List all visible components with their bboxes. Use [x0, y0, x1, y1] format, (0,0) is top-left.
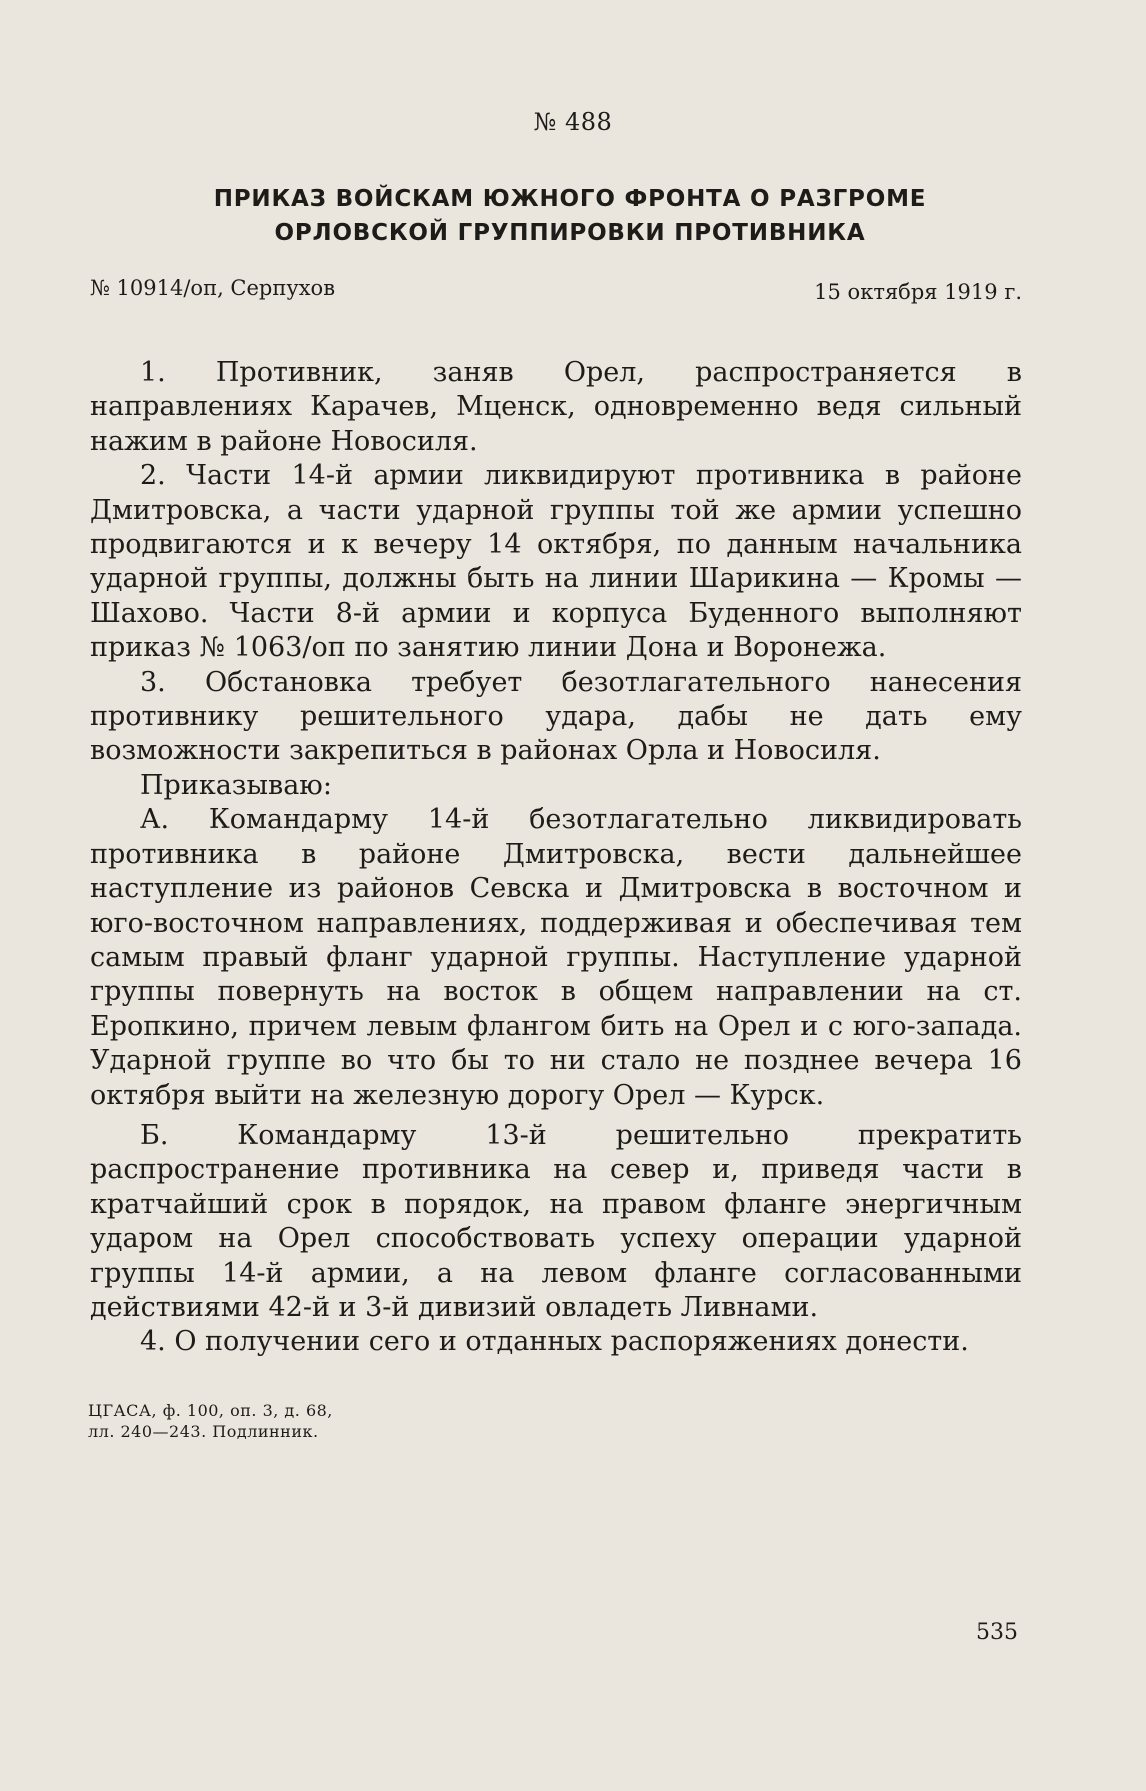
- document-title: [130, 182, 1010, 250]
- title-line-1: ПРИКАЗ ВОЙСКАМ ЮЖНОГО ФРОНТА О РАЗГРОМЕ: [213, 186, 927, 212]
- page-number: 535: [976, 1620, 1018, 1645]
- document-number: № 488: [533, 108, 613, 136]
- paragraph-b: Б. Командарму 13-й решительно прекратить распространение противника на север и, приведя части в кратчайший срок в порядок, на правом фланге энергичным ударом на Орел способствовать успеху операции ударной группы 14-й армии, а на левом фланге согласованными действиями 42-й и 3-й дивизий овладеть Ливнами.: [90, 1119, 1022, 1323]
- paragraph-order-heading: Приказываю:: [140, 769, 332, 801]
- paragraph-1: 1. Противник, заняв Орел, распространяется в направлениях Карачев, Мценск, одновременно ведя сильный нажим в районе Новосиля.: [90, 357, 1022, 457]
- title-line-2: ОРЛОВСКОЙ ГРУППИРОВКИ ПРОТИВНИКА: [274, 220, 866, 246]
- source-line-2: лл. 240—243. Подлинник.: [88, 1422, 319, 1441]
- paragraph-2: 2. Части 14-й армии ликвидируют противника в районе Дмитровска, а части ударной группы той же армии успешно продвигаются и к вечеру 14 октября, по данным начальника ударной группы, должны быть на линии Шарикина — Кромы — Шахово. Части 8-й армии и корпуса Буденного выполняют приказ № 1063/оп по занятию линии Дона и Воронежа.: [90, 460, 1022, 664]
- paragraph-3: 3. Обстановка требует безотлагательного нанесения противнику решительного удара, дабы не дать ему возможности закрепиться в районах Орла и Новосиля.: [90, 666, 1022, 767]
- order-date: 15 октября 1919 г.: [814, 280, 1022, 304]
- paragraph-a: А. Командарму 14-й безотлагательно ликвидировать противника в районе Дмитровска, вести дальнейшее наступление из районов Севска и Дмитровска в восточном и юго-восточном направлениях, поддерживая и обеспечивая тем самым правый фланг ударной группы. Наступление ударной группы повернуть на восток в общем направлении на ст. Еропкино, причем левым флангом бить на Орел и с юго-запада. Ударной группе во что бы то ни стало не позднее вечера 16 октября выйти на железную дорогу Орел — Курск.: [90, 804, 1022, 1111]
- order-number: № 10914/оп, Серпухов: [90, 276, 336, 300]
- paragraph-4: 4. О получении сего и отданных распоряжениях донести.: [140, 1326, 969, 1358]
- archive-source: [88, 1400, 333, 1442]
- document-body: [90, 356, 1022, 1360]
- source-line-1: ЦГАСА, ф. 100, оп. 3, д. 68,: [88, 1401, 333, 1420]
